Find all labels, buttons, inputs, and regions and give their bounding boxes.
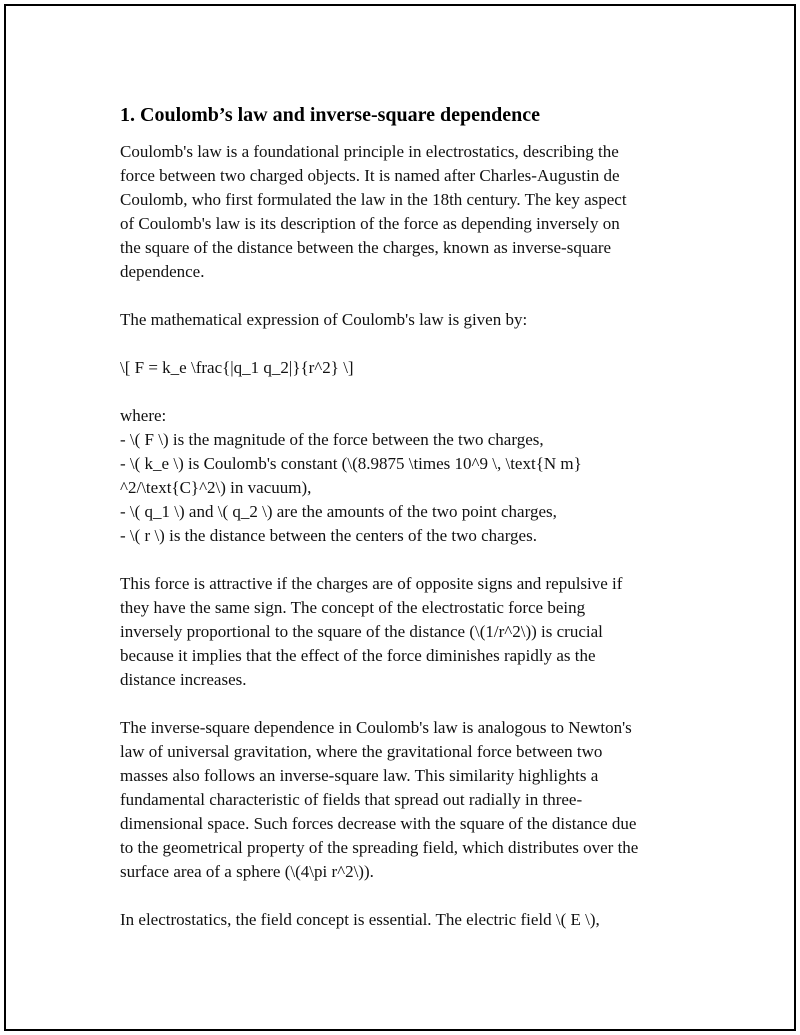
- text-line: because it implies that the effect of the force diminishes rapidly as the: [120, 646, 596, 665]
- text-line: The mathematical expression of Coulomb's law is given by:: [120, 310, 528, 329]
- text-line: masses also follows an inverse-square law. This similarity highlights a: [120, 766, 599, 785]
- section-heading: 1. Coulomb’s law and inverse-square dependence: [120, 104, 541, 126]
- text-line: inversely proportional to the square of the distance (\(1/r^2\)) is crucial: [120, 622, 603, 641]
- text-line: fundamental characteristic of fields that spread out radially in three-: [120, 790, 583, 809]
- text-line: The inverse-square dependence in Coulomb's law is analogous to Newton's: [120, 718, 632, 737]
- paragraph-intro: [120, 140, 690, 284]
- paragraph-expression-intro: [120, 308, 690, 332]
- text-line: Coulomb, who first formulated the law in the 18th century. The key aspect: [120, 190, 627, 209]
- text-line: to the geometrical property of the spreading field, which distributes over the: [120, 838, 639, 857]
- where-item: ^2/\text{C}^2\) in vacuum),: [120, 478, 312, 497]
- text-line: This force is attractive if the charges are of opposite signs and repulsive if: [120, 574, 623, 593]
- text-line: dimensional space. Such forces decrease with the square of the distance due: [120, 814, 637, 833]
- equation-block: [120, 356, 690, 380]
- text-line: they have the same sign. The concept of the electrostatic force being: [120, 598, 586, 617]
- where-item: - \( F \) is the magnitude of the force between the two charges,: [120, 430, 544, 449]
- page-frame: [4, 4, 796, 1031]
- paragraph-gravitation-analogy: [120, 716, 690, 884]
- text-line: surface area of a sphere (\(4\pi r^2\)).: [120, 862, 374, 881]
- text-line: the square of the distance between the charges, known as inverse-square: [120, 238, 612, 257]
- text-line: Coulomb's law is a foundational principle in electrostatics, describing the: [120, 142, 619, 161]
- document-content: [120, 102, 690, 932]
- paragraph-attraction: [120, 572, 690, 692]
- where-list: [120, 404, 690, 548]
- text-line: distance increases.: [120, 670, 247, 689]
- where-item: - \( q_1 \) and \( q_2 \) are the amounts of the two point charges,: [120, 502, 557, 521]
- where-item: - \( r \) is the distance between the centers of the two charges.: [120, 526, 537, 545]
- text-line: force between two charged objects. It is named after Charles-Augustin de: [120, 166, 620, 185]
- where-item: - \( k_e \) is Coulomb's constant (\(8.9875 \times 10^9 \, \text{N m}: [120, 454, 582, 473]
- equation-text: \[ F = k_e \frac{|q_1 q_2|}{r^2} \]: [120, 358, 354, 377]
- text-line: In electrostatics, the field concept is essential. The electric field \( E \),: [120, 910, 600, 929]
- text-line: of Coulomb's law is its description of the force as depending inversely on: [120, 214, 620, 233]
- text-line: dependence.: [120, 262, 205, 281]
- where-label: where:: [120, 406, 167, 425]
- text-line: law of universal gravitation, where the gravitational force between two: [120, 742, 603, 761]
- paragraph-field-concept: [120, 908, 690, 932]
